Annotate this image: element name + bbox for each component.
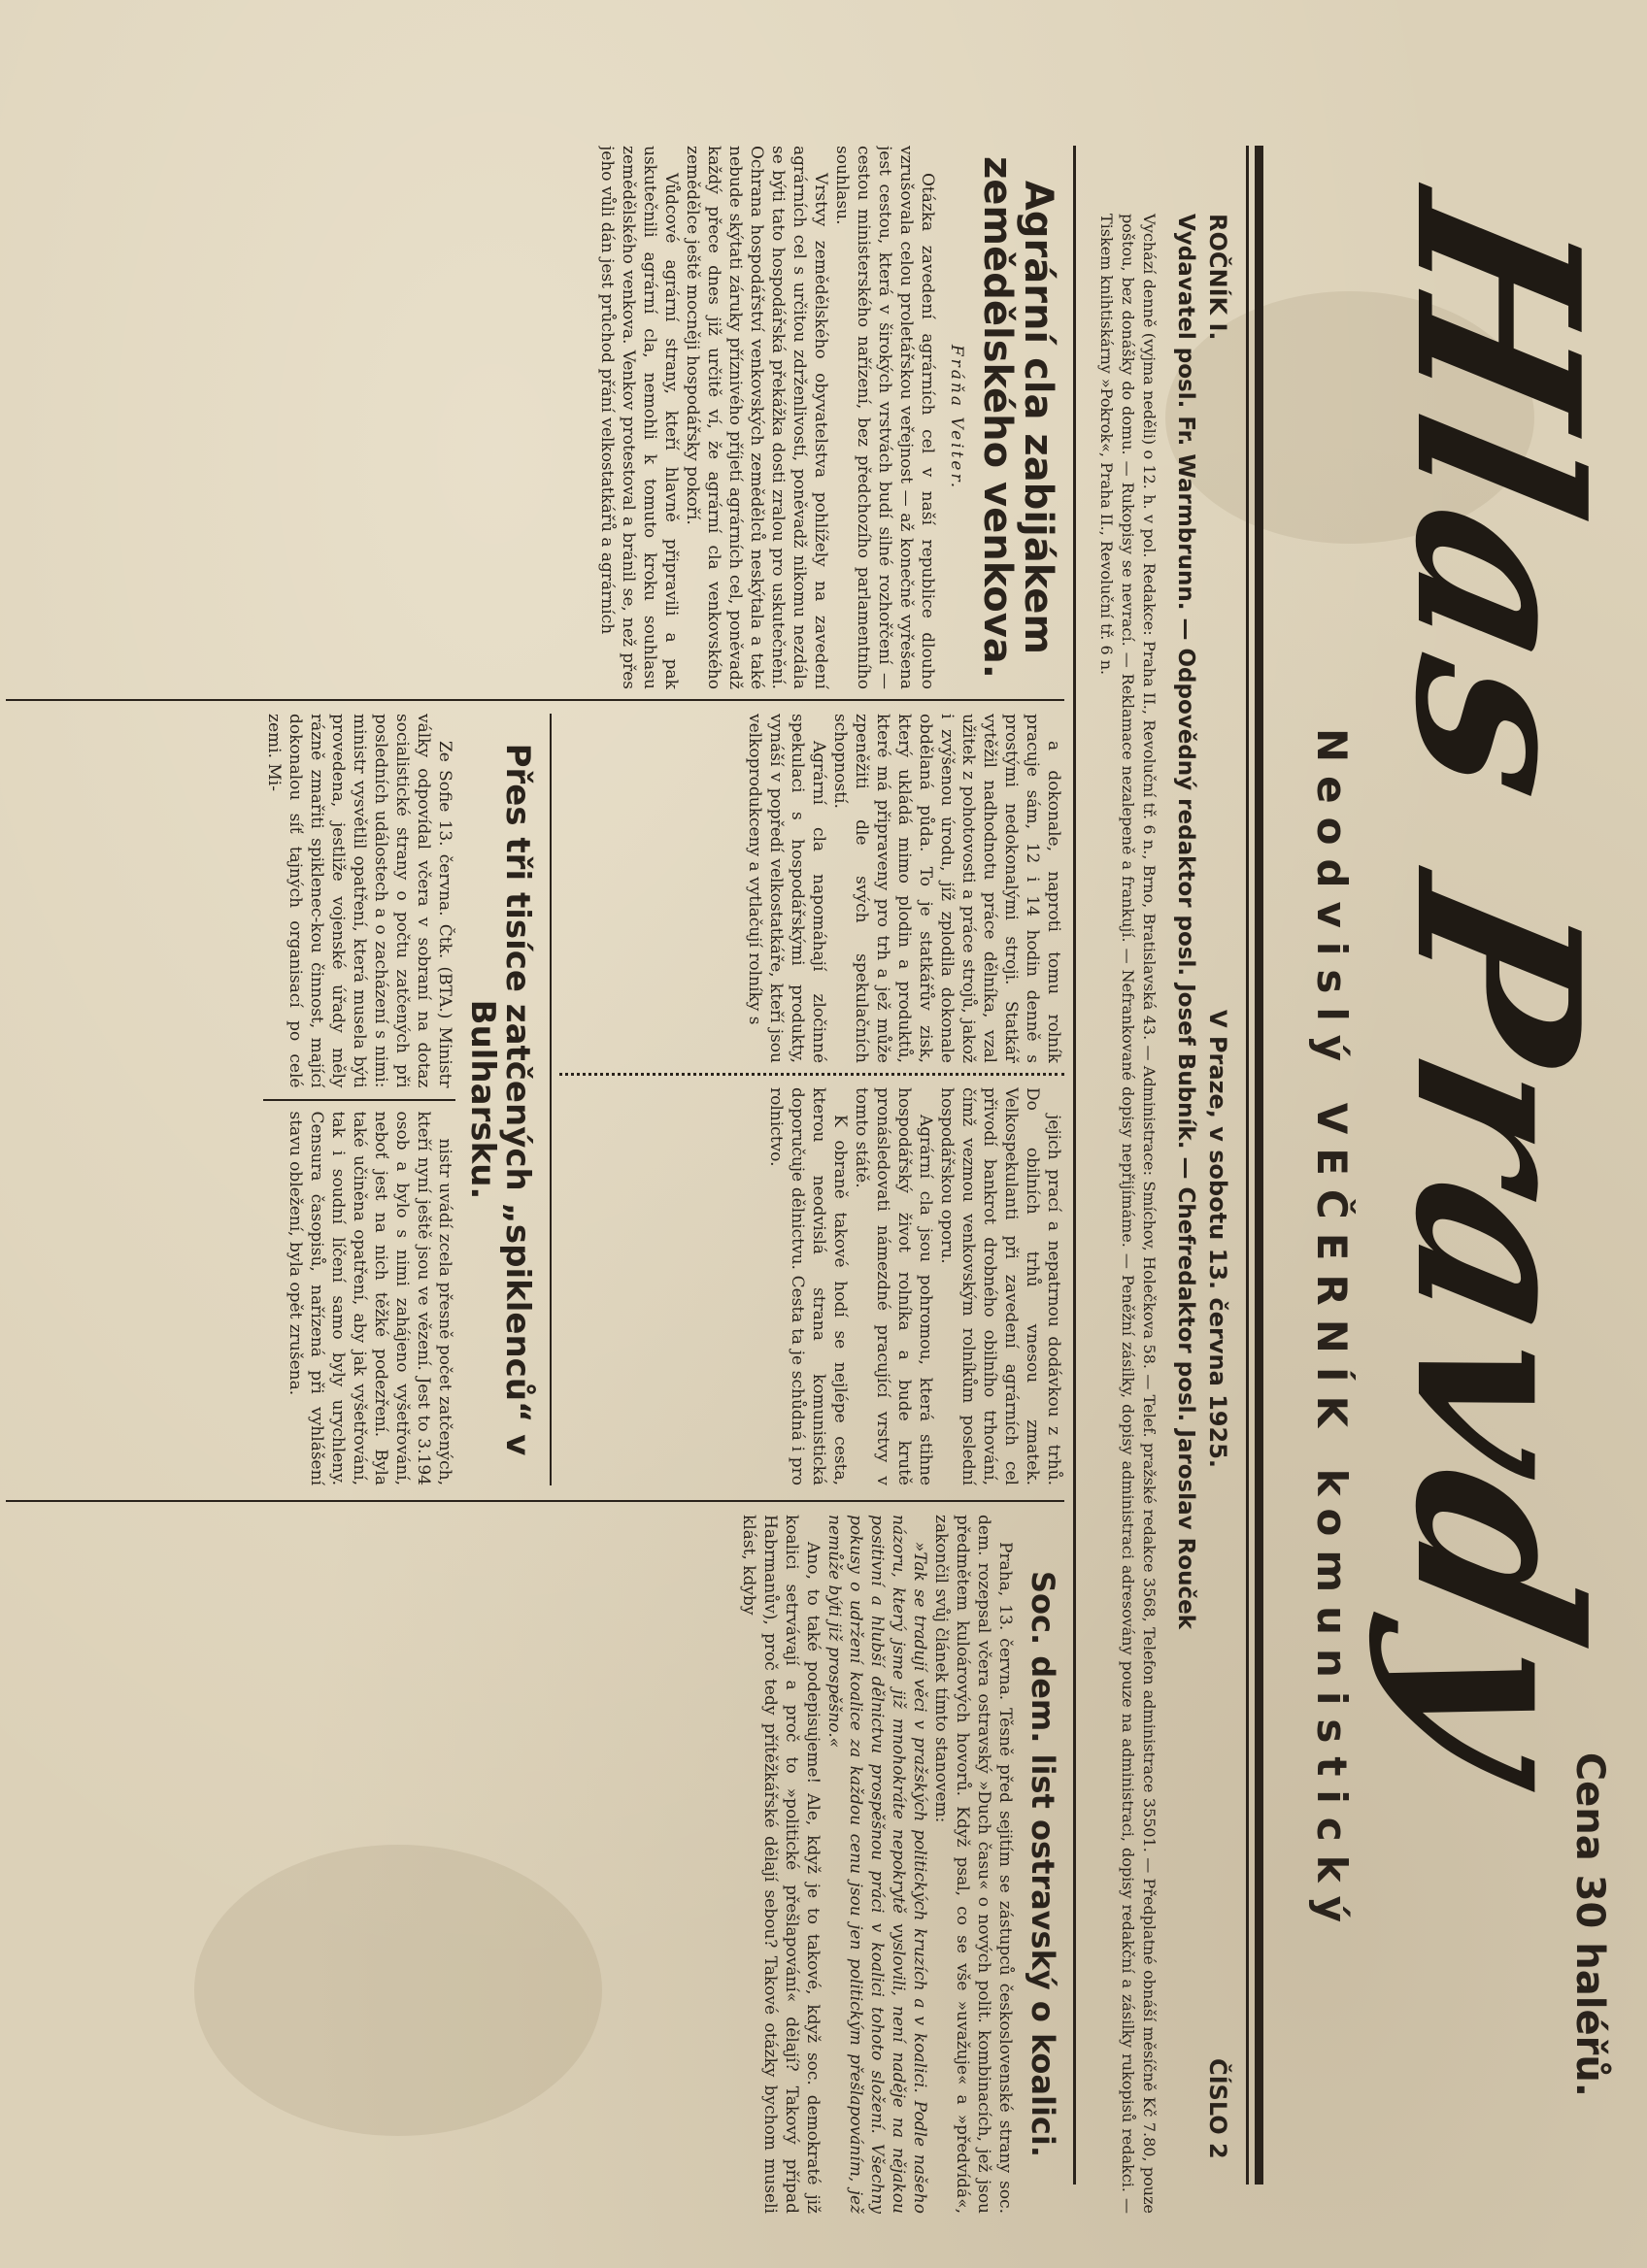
- bulgaria-article: [6, 714, 540, 1485]
- bulgaria-paragraph: Ze Sofie 13. června. Čtk. (BTA.) Ministr války odpovídal včera v sobraní na dotaz socialistické strany o počtu zatčených při posledních událostech a o zacházení s nimi: ministr vysvětlil opatření, která musela býti provedena, jestliže vojenské úřady měly rázně zmařiti spiklenec-kou činnost, mající dokonalou síť tajných organisací po celé zemi. Mi-: [263, 714, 454, 1088]
- agrarian-article-col1: [6, 146, 1064, 689]
- agrarian-paragraph: jejich prací a nepatrnou dodávkou z trhů. Do obilních trhů vnesou zmatek. Velkospekulanti při zavedení agrárních cel přivodí bankrot drobného obilního trhování, čímž vezmou venkovským rolníkům poslední hospodářskou oporu.: [937, 1087, 1063, 1485]
- socdem-quote: »Tak se tradují věci v pražských politických kruzích a v koalici. Podle našeho názoru, který jsme již mnohokráte nepokrytě vyslovili, není naděje na nějakou positivní a hlubší dělnictvu prospěšnou práci v koalici tohoto složení. Všechny pokusy o udržení koalice za každou cenu jsou jen politickým přešlapováním, jež nemůže býti již prospěšno.«: [824, 1515, 930, 2214]
- agrarian-article-col2: [559, 714, 1064, 1063]
- socdem-article: [6, 1515, 1064, 2214]
- column-divider: [6, 1500, 1064, 1502]
- masthead: [1278, 146, 1647, 2126]
- agrarian-paragraph: Agrární cla jsou pohromou, která stihne hospodářský život rolníka a bude krutě pronásledovati námezdné pracující vrstvy v tomto státě.: [852, 1087, 935, 1485]
- agrarian-paragraph: a dokonale, naproti tomu rolník pracuje sám, 12 i 14 hodin denně s prostými nedokonalými stroji. Statkář vytěžil nadhodnotu práce dělníka, vzal užitek z pohotovosti a práce strojů, jakož i zvýšenou úrodu, jíž zplodila dokonale obdělaná půda. To je statkářův zisk, který ukládá mimo plodin a produktů, které má připraveny pro trh a jež může zpeněžiti dle svých spekulačních schopností.: [830, 714, 1063, 1063]
- issue-date: V Praze, v sobotu 13. června 1925.: [1204, 1010, 1231, 1469]
- bulgaria-headline: Přes tři tisíce zatčených „spiklenců“ v Bulharsku.: [463, 743, 537, 1456]
- newspaper-title: Hlas Pravdy: [1365, 176, 1628, 1808]
- issue-number: ČÍSLO 2: [1204, 2058, 1231, 2159]
- agrarian-headline: Agrární cla zabijákem zemědělského venkova.: [975, 156, 1060, 679]
- agrarian-paragraph: K obraně takové hodí se nejlépe cesta, kterou neodvislá strana komunistická doporučuje dělnictvu. Cesta ta je schůdná i pro rolnictvo.: [766, 1087, 850, 1485]
- section-divider: [550, 714, 552, 1485]
- agrarian-paragraph: Agrární cla napomáhají zločinné spekulaci s hospodářskými produkty, vynáší v popředí velkostatkáře, kteří jsou velkoprodukceny a vytlačují rolníky s: [745, 714, 828, 1063]
- agrarian-article-col3: [559, 1087, 1064, 1485]
- content-rule: [1073, 146, 1076, 2185]
- masthead-rule: [1255, 146, 1263, 2185]
- socdem-paragraph: Ano, to také podepisujeme! Ale, když je to takové, když soc. demokraté již koalici setrvávají a proč to »politické přešlapování« dělají? Takový případ Habrmanův), proč tedy přítěžkářské dělají sebou? Takové otázky bychom museli klást, kdyby: [739, 1515, 824, 2214]
- price-label: Cena 30 haléřů.: [1567, 1751, 1612, 2097]
- agrarian-byline: Fráňa Veiter.: [947, 344, 966, 491]
- masthead-rule-thin: [1246, 146, 1249, 2185]
- volume-label: ROČNÍK I.: [1204, 214, 1231, 341]
- bulgaria-body: [263, 714, 455, 1485]
- publication-info: Vychází denně (vyjma neděli) o 12. h. v pol. Redakce: Praha II., Revoluční tř. 6 n., Brno, Bratislavská 43. — Administrace: Smíchov, Holečkova 58. — Telef. pražské redakce 3568, Telefon administrace 35501. — Předplatné obnáší měsíčně Kč 7.80, pouze poštou, bez donášky do domu. — Rukopisy se nevrací. — Reklamace nezalepeně a frankují. — Nefrankované dopisy nepřijímáme. — Peněžní zásilky, dopisy administraci adresovány pouze na administraci, dopisy redakční a zásilky rukopisů redakci. — Tiskem knihtiskárny »Pokrok«, Praha II., Revoluční tř. 6 n.: [1097, 214, 1159, 2214]
- agrarian-paragraph: Vrstvy zemědělského obyvatelstva pohlížely na zavedení agrárních cel s určitou zdrženlivostí, poněvadž nikomu nezdála se býti tato hospodářská překážka dosti zralou pro uskutečnění. Ochrana hospodářství venkovských zemědělců neskýtala a také nebude skýtati záruky příznivého příjetí agrárních cel, poněvadž každý přece dnes již určitě ví, že agrární cla venkovského zemědělce ještě mocněji hospodářsky pokoří.: [683, 146, 830, 689]
- socdem-headline: Soc. dem. list ostravský o koalici.: [1025, 1570, 1061, 2157]
- agrarian-paragraph: Vůdcové agrární strany, kteří hlavně připravili a pak uskutečnili agrární cla, nemohli k tomuto kroku souhlasu zemědělského venkova. Venkov protestoval a bránil se, než přes jeho vůli dán jest průchod přání velkostatkářů a agrárních: [597, 146, 681, 689]
- newspaper-subtitle: Neodvislý VEČERNÍK komunistický: [1308, 728, 1356, 1937]
- publisher-line: Vydavatel posl. Fr. Warmbrunn. — Odpovědný redaktor posl. Josef Bubník. — Chefredaktor posl. Jaroslav Rouček: [1173, 214, 1198, 1630]
- column-divider-dotted: [559, 1073, 1064, 1076]
- column-divider: [6, 699, 1064, 701]
- bulgaria-paragraph: nistr uvádí zcela přesně počet zatčených, kteří nyní ještě jsou ve vězení. Jest to 3.194 osob a bylo s nimi zahájeno vyšetřování, neboť jest na nich těžké podezření. Byla také učiněna opatření, aby jak vyšetřování, tak i soudní líčení samo byly urychleny. Censura časopisů, nařízená při vyhlášení stavu obležení, byla opět zrušena.: [285, 1111, 454, 1485]
- socdem-paragraph: Praha, 13. června. Těsně před sejitím se zástupců československé strany soc. dem. rozepsal včera ostravský »Duch času« o nových polit. kombinacích, jež jsou předmětem kuloárových hovorů. Když psal, co se vše »uvažuje« a »předvídá«, zakončil svůj článek tímto stanovem:: [931, 1515, 1016, 2214]
- agrarian-paragraph: Otázka zavedení agrárních cel v naší republice dlouho vzrušovala celou proletářskou veřejnost — až konečně vyřešena jest cestou, která v širokých vrstvách budí silné rozhořčení — cestou ministerského nařízení, bez předchozího parlamentního souhlasu.: [832, 146, 937, 689]
